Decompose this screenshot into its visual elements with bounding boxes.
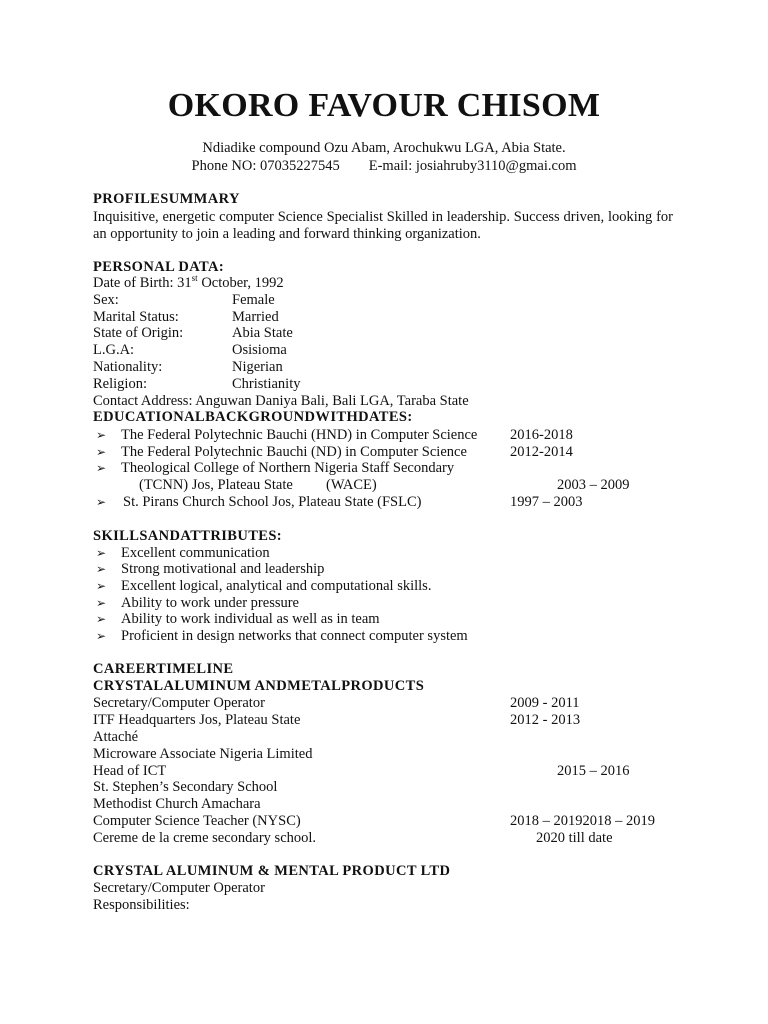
personal-label: Nationality: <box>93 359 163 375</box>
contact-line <box>0 158 768 175</box>
personal-label: Sex: <box>93 292 119 308</box>
dob-day: 31 <box>177 275 192 291</box>
career-subheading: CRYSTALALUMINUM ANDMETALPRODUCTS <box>93 678 425 694</box>
career-date: 2015 – 2016 <box>557 763 630 779</box>
dob-rest: October, 1992 <box>201 275 284 291</box>
arrow-bullet-icon: ➢ <box>96 579 107 593</box>
education-exam: (WACE) <box>326 477 377 493</box>
education-item-continued: (TCNN) Jos, Plateau State <box>139 477 293 493</box>
personal-value: Nigerian <box>232 359 283 375</box>
arrow-bullet-icon: ➢ <box>96 596 107 610</box>
personal-value: Christianity <box>232 376 301 392</box>
personal-label: L.G.A: <box>93 342 135 358</box>
arrow-bullet-icon: ➢ <box>96 428 107 442</box>
career-line: Secretary/Computer Operator <box>93 695 265 711</box>
career-date: 2018 – 20192018 – 2019 <box>510 813 655 829</box>
skill-item: Excellent logical, analytical and computational skills. <box>121 578 432 594</box>
career-heading: CAREERTIMELINE <box>93 661 234 677</box>
arrow-bullet-icon: ➢ <box>96 445 107 459</box>
education-item: The Federal Polytechnic Bauchi (HND) in Computer Science <box>121 427 478 443</box>
skill-item: Strong motivational and leadership <box>121 561 325 577</box>
education-date: 2012-2014 <box>510 444 573 460</box>
career-line: ITF Headquarters Jos, Plateau State <box>93 712 301 728</box>
responsibilities-label: Responsibilities: <box>93 897 190 913</box>
phone-label: Phone NO: <box>191 158 257 174</box>
career-line: Microware Associate Nigeria Limited <box>93 746 313 762</box>
skill-item: Ability to work individual as well as in team <box>121 611 380 627</box>
education-item: St. Pirans Church School Jos, Plateau State (FSLC) <box>123 494 422 510</box>
phone-value: 07035227545 <box>259 158 340 174</box>
arrow-bullet-icon: ➢ <box>96 495 107 509</box>
skill-item: Excellent communication <box>121 545 270 561</box>
personal-label: Religion: <box>93 376 147 392</box>
career-line: Cereme de la creme secondary school. <box>93 830 317 846</box>
arrow-bullet-icon: ➢ <box>96 612 107 626</box>
personal-value: Married <box>232 309 279 325</box>
dob-label: Date of Birth: <box>93 275 174 291</box>
dob-line <box>93 275 284 292</box>
career-line: Attaché <box>93 729 139 745</box>
personal-value: Female <box>232 292 275 308</box>
email-label: E-mail: <box>368 158 413 174</box>
arrow-bullet-icon: ➢ <box>96 629 107 643</box>
personal-value: Abia State <box>232 325 293 341</box>
skill-item: Ability to work under pressure <box>121 595 299 611</box>
career-date: 2009 - 2011 <box>510 695 580 711</box>
email-value: josiahruby3110@gmai.com <box>415 158 577 174</box>
company-role: Secretary/Computer Operator <box>93 880 265 896</box>
profile-heading: PROFILESUMMARY <box>93 191 240 207</box>
skill-item: Proficient in design networks that connect computer system <box>121 628 468 644</box>
career-line: St. Stephen’s Secondary School <box>93 779 278 795</box>
personal-label: Marital Status: <box>93 309 179 325</box>
profile-text: Inquisitive, energetic computer Science Specialist Skilled in leadership. Success driven, looking for an opportunity to join a leading and forward thinking organization. <box>93 209 673 242</box>
address-line: Ndiadike compound Ozu Abam, Arochukwu LGA, Abia State. <box>202 140 566 156</box>
company-heading: CRYSTAL ALUMINUM & MENTAL PRODUCT LTD <box>93 863 451 879</box>
arrow-bullet-icon: ➢ <box>96 546 107 560</box>
applicant-name: OKORO FAVOUR CHISOM <box>167 87 601 124</box>
education-item: The Federal Polytechnic Bauchi (ND) in Computer Science <box>121 444 467 460</box>
education-heading: EDUCATIONALBACKGROUNDWITHDATES: <box>93 409 413 425</box>
career-line: Computer Science Teacher (NYSC) <box>93 813 301 829</box>
personal-heading: PERSONAL DATA: <box>93 259 225 275</box>
arrow-bullet-icon: ➢ <box>96 562 107 576</box>
career-date: 2012 - 2013 <box>510 712 581 728</box>
dob-suffix: st <box>191 273 198 284</box>
personal-label: State of Origin: <box>93 325 184 341</box>
career-line: Methodist Church Amachara <box>93 796 261 812</box>
personal-value: Osisioma <box>232 342 287 358</box>
career-date: 2020 till date <box>536 830 613 846</box>
education-date: 2016-2018 <box>510 427 573 443</box>
education-date: 1997 – 2003 <box>510 494 583 510</box>
education-date: 2003 – 2009 <box>557 477 630 493</box>
education-item: Theological College of Northern Nigeria Staff Secondary <box>121 460 455 476</box>
contact-address: Contact Address: Anguwan Daniya Bali, Bali LGA, Taraba State <box>93 393 469 409</box>
skills-heading: SKILLSANDATTRIBUTES: <box>93 528 283 544</box>
arrow-bullet-icon: ➢ <box>96 461 107 475</box>
career-line: Head of ICT <box>93 763 167 779</box>
